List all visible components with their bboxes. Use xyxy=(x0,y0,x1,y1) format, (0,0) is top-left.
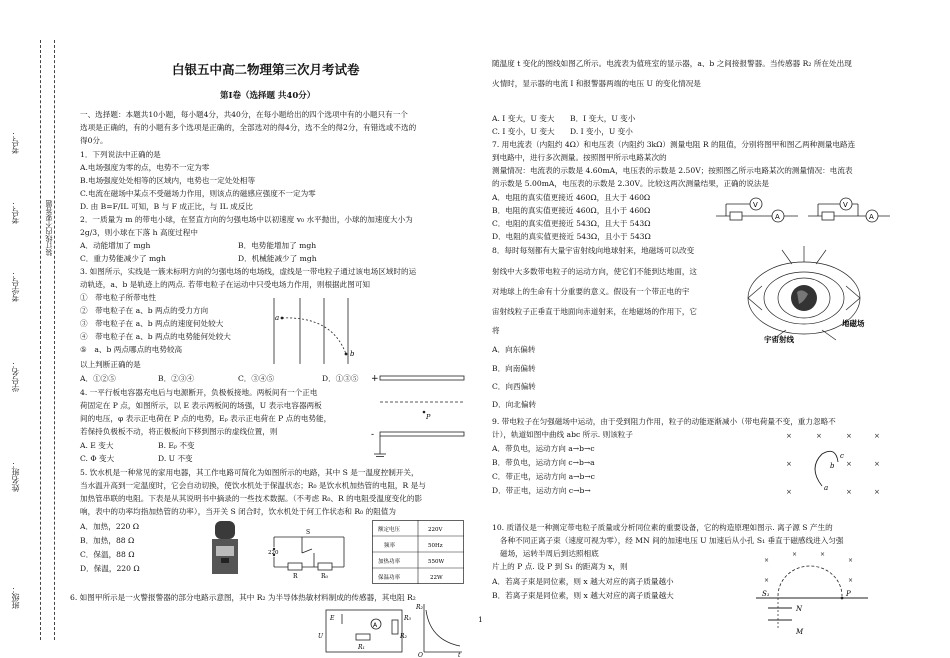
q10-label-p: P xyxy=(846,590,851,598)
binding-label-student-id: 考学号： xyxy=(11,270,20,302)
q9-stem-1: 9. 带电粒子在匀强磁场中运动，由于受到阻力作用，粒子的动能逐渐减小（带电荷量不变，重力忽略不 xyxy=(492,417,836,426)
section-title: 第Ⅰ卷（选择题 共40分） xyxy=(220,91,316,101)
q6-option-c: C. I 变小，U 变大 xyxy=(492,127,555,136)
q6-label-r2: R₂ xyxy=(400,633,407,640)
q10-stem-4: 片上的 P 点. 设 P 到 S₁ 的距离为 x，则 xyxy=(492,562,628,571)
spec-value-keep-warm-power: 22W xyxy=(430,575,443,581)
svg-text:×: × xyxy=(764,577,770,584)
q8-stem-4: 宙射线粒子正垂直于地面向赤道射来，在地磁场的作用下，它 xyxy=(492,307,698,316)
q5-stem-1: 5. 饮水机是一种常见的家用电器，其工作电路可简化为如图所示的电路，其中 S 是一温度控制开关， xyxy=(80,468,419,477)
q6-label-r3: R₃ xyxy=(404,615,411,622)
q1-option-b: B.电场强度处处相等的区域内，电势也一定处处相等 xyxy=(80,176,256,185)
svg-text:×: × xyxy=(820,551,826,558)
q6-option-a: A. I 变大，U 变大 xyxy=(492,114,555,123)
label-geomagnetic-field: 地磁场 xyxy=(842,319,865,328)
q8-stem-1: 8．每时每刻都有大量宇宙射线向地球射来，地磁场可以改变 xyxy=(492,246,695,255)
q9-trajectory-figure xyxy=(782,428,882,508)
instructions-line-3: 得0分。 xyxy=(80,136,108,145)
q6-label-u: U xyxy=(318,633,324,640)
spec-value-rated-voltage: 220V xyxy=(428,527,443,533)
q3-option-a: A．①②⑤ xyxy=(80,374,116,383)
q4-label-plus: + xyxy=(371,374,379,384)
q2-option-b: B．电势能增加了 mgh xyxy=(238,241,317,250)
svg-text:×: × xyxy=(764,557,770,564)
earth-magnetic-field-figure xyxy=(742,246,874,346)
q7-fig1-voltmeter: V xyxy=(753,201,758,209)
svg-text:×: × xyxy=(874,460,880,468)
q9-option-b: B．带负电，运动方向 c→b→a xyxy=(492,458,595,467)
q1-option-d: D. 由 B=F/IL 可知，B 与 F 成正比，与 IL 成反比 xyxy=(80,202,253,211)
q5-label-s: S xyxy=(306,529,311,536)
q2-option-c: C．重力势能减少了 mgh xyxy=(80,254,166,263)
label-cosmic-rays: 宇宙射线 xyxy=(764,335,794,344)
q2-stem-1: 2．一质量为 m 的带电小球，在竖直方向的匀强电场中以初速度 v₀ 水平抛出，小球的加速度大小为 xyxy=(80,215,413,224)
binding-note: 装订线内不要答题 xyxy=(45,200,53,256)
q8-option-a: A．向东偏转 xyxy=(492,345,536,354)
q1-option-a: A.电场强度为零的点，电势不一定为零 xyxy=(80,163,210,172)
q8-option-c: C．向西偏转 xyxy=(492,382,536,391)
binding-label-exam-no-2: 考号： xyxy=(11,130,20,154)
svg-text:×: × xyxy=(848,557,854,564)
q6-stem: 6. 如图甲所示是一火警报警器的部分电路示意图，其中 R₂ 为半导体热敏材料制成的传感器，其电阻 R₂ xyxy=(70,593,416,602)
q8-option-d: D．向北偏转 xyxy=(492,400,537,409)
q3-prompt: 以上判断正确的是 xyxy=(80,360,141,369)
q6-label-e: E xyxy=(330,615,335,622)
instructions-line-1: 一、选择题：本题共10小题，每小题4分，共40分，在每小题给出的四个选项中有的小题只有一个 xyxy=(80,110,408,119)
q8-stem-5: 将 xyxy=(492,326,500,335)
q4-stem-1: 4. 一平行板电容器充电后与电源断开，负极板接地。两板间有一个正电 xyxy=(80,388,318,397)
spec-label-heating-power: 加热功率 xyxy=(378,559,401,565)
q2-option-d: D．机械能减少了 mgh xyxy=(238,254,317,263)
svg-text:×: × xyxy=(792,551,798,558)
q3-option-c: C．③④⑤ xyxy=(238,374,275,383)
q9-option-d: D．带正电，运动方向 c→b→ xyxy=(492,486,591,495)
q8-option-b: B．向南偏转 xyxy=(492,364,536,373)
q5-circuit-figure xyxy=(268,523,352,579)
spec-label-rated-voltage: 额定电压 xyxy=(378,527,401,533)
q3-item-2: ② 带电粒子在 a、b 两点的受力方向 xyxy=(80,306,209,315)
q3-item-4: ④ 带电粒子在 a、b 两点的电势能何处较大 xyxy=(80,332,231,341)
q5-label-220: 220 xyxy=(268,550,279,556)
svg-text:×: × xyxy=(846,488,852,496)
q6-continued-1: 随温度 t 变化的图线如图乙所示。电流表为值班室的显示器，a、b 之间接报警器。当传感器 R₂ 所在处出现 xyxy=(492,59,852,68)
q3-item-5: ⑤ a、b 两点哪点的电势较高 xyxy=(80,345,183,354)
q5-option-d: D．保温，220 Ω xyxy=(80,564,140,573)
q10-label-n: N xyxy=(796,605,803,613)
q4-stem-4: 若保持负极板不动，将正极板向下移到图示的虚线位置，则 xyxy=(80,427,278,436)
q9-label-c: c xyxy=(840,452,844,460)
q4-option-a: A. E 变大 xyxy=(80,441,114,450)
q9-label-b: b xyxy=(830,462,835,470)
spec-value-heating-power: 550W xyxy=(428,559,445,565)
q8-stem-3: 对地球上的生命有十分重要的意义。假设有一个带正电的宇 xyxy=(492,287,690,296)
q10-stem-3: 磁场，运转半周后到达照相底 xyxy=(500,549,599,558)
svg-text:×: × xyxy=(816,432,822,440)
q4-label-minus: - xyxy=(371,430,375,440)
q5-stem-4: 响，表中的功率均指加热管的功率），当开关 S 闭合时，饮水机处于何工作状态和 R₀ 的阻值为 xyxy=(80,507,396,516)
q5-option-b: B．加热，88 Ω xyxy=(80,536,135,545)
q3-item-1: ① 带电粒子所带电性 xyxy=(80,293,156,302)
q8-stem-2: 射线中大多数带电粒子的运动方向，使它们不能到达地面，这 xyxy=(492,267,698,276)
svg-text:×: × xyxy=(786,488,792,496)
q7-fig2-ammeter: A xyxy=(869,213,874,221)
q9-option-a: A．带负电，运动方向 a→b→c xyxy=(492,444,595,453)
q6-label-ammeter: A xyxy=(373,622,378,629)
svg-text:×: × xyxy=(846,432,852,440)
exam-title: 白银五中高二物理第三次月考试卷 xyxy=(172,62,360,77)
q3-option-b: B．②③④ xyxy=(158,374,194,383)
q3-option-d: D．①③⑤ xyxy=(322,374,359,383)
svg-text:×: × xyxy=(874,488,880,496)
instructions-line-2: 选项是正确的，有的小题有多个选项是正确的，全部选对的得4分，选不全的得2分，有错选或不选的 xyxy=(80,123,417,132)
binding-label-exam-no: 考号： xyxy=(11,200,20,224)
q9-option-c: C．带正电，运动方向 a→b→c xyxy=(492,472,595,481)
q6-continued-2: 火情时，显示器的电流 I 和报警器两端的电压 U 的变化情况是 xyxy=(492,79,701,88)
q3-item-3: ③ 带电粒子在 a、b 两点的速度何处较大 xyxy=(80,319,224,328)
q6-option-b: B．I 变大，U 变小 xyxy=(570,114,636,123)
q4-capacitor-figure xyxy=(368,368,468,460)
spec-label-keep-warm-power: 保温功率 xyxy=(378,575,401,581)
q7-option-b: B．电阻的真实值更接近 460Ω，且小于 460Ω xyxy=(492,206,651,215)
q2-stem-2: 2g/3，则小球在下落 h 高度过程中 xyxy=(80,228,198,237)
q5-stem-2: 当水温升高到一定温度时，它会自动切换，使饮水机处于保温状态；R₀ 是饮水机加热管的电阻，R 是与 xyxy=(80,481,426,490)
q1-stem: 1．下列说法中正确的是 xyxy=(80,150,161,159)
q7-stem-4: 的示数是 5.00mA，电压表的示数是 2.30V。比较这两次测量结果，正确的说法是 xyxy=(492,179,770,188)
q3-label-a: a xyxy=(275,314,280,322)
q6-label-r1: R₁ xyxy=(358,644,365,651)
q7-option-a: A．电阻的真实值更接近 460Ω，且大于 460Ω xyxy=(492,193,651,202)
q6-r2-graph xyxy=(416,600,466,658)
mass-spectrometer-figure xyxy=(752,548,872,644)
q4-option-b: B. Eₚ 不变 xyxy=(158,441,195,450)
q7-fig2-voltmeter: V xyxy=(843,201,848,209)
svg-text:×: × xyxy=(848,577,854,584)
spec-label-frequency: 频率 xyxy=(384,543,396,549)
q4-stem-3: 间的电压，φ 表示正电荷在 P 点的电势，Eₚ 表示正电荷在 P 点的电势能， xyxy=(80,414,332,423)
q7-circuit-figures xyxy=(712,194,892,234)
q10-stem-1: 10. 质谱仪是一种测定带电粒子质量或分析同位素的重要设备，它的构造原理如图示. 离子源 S 产生的 xyxy=(492,523,833,532)
q7-option-d: D．电阻的真实值更接近 543Ω，且小于 543Ω xyxy=(492,232,651,241)
svg-text:×: × xyxy=(786,460,792,468)
q5-stem-3: 加热管串联的电阻。下表是从其说明书中摘录的一些技术数据。（不考虑 R₀、R 的电阻受温度变化的影 xyxy=(80,494,423,503)
q2-option-a: A．动能增加了 mgh xyxy=(80,241,151,250)
binding-label-class: 班级： xyxy=(11,585,20,609)
q3-field-figure xyxy=(262,296,372,366)
q7-fig1-ammeter: A xyxy=(775,213,780,221)
binding-label-number: 学号名： xyxy=(11,360,20,392)
svg-text:×: × xyxy=(786,432,792,440)
q9-label-a: a xyxy=(824,484,829,492)
q1-option-c: C.电流在磁场中某点不受磁场力作用，则该点的磁感应强度不一定为零 xyxy=(80,189,316,198)
svg-text:×: × xyxy=(874,432,880,440)
q7-stem-1: 7. 用电流表（内阻约 4Ω）和电压表（内阻约 3kΩ）测量电阻 R 的阻值，分别将图甲和图乙两种测量电路连 xyxy=(492,140,856,149)
q5-label-r0: R₀ xyxy=(321,573,328,579)
binding-label-name: 姓名班： xyxy=(11,460,20,492)
q4-option-d: D. U 不变 xyxy=(158,454,193,463)
q5-label-r: R xyxy=(293,573,298,579)
q6-option-d: D. I 变小，U 变小 xyxy=(570,127,633,136)
q5-spec-table xyxy=(372,520,464,584)
spec-value-frequency: 50Hz xyxy=(428,543,443,549)
q6-graph-axis-t: t xyxy=(458,652,461,658)
page-number: 1 xyxy=(478,615,483,624)
svg-text:×: × xyxy=(846,460,852,468)
q9-stem-2: 计），轨道如图中曲线 abc 所示. 则该粒子 xyxy=(492,430,633,439)
q4-option-c: C. Φ 变大 xyxy=(80,454,115,463)
q3-stem-2: 动轨迹，a、b 是轨迹上的两点. 若带电粒子在运动中只受电场力作用，则根据此图可知 xyxy=(80,280,371,289)
q10-option-a: A．若离子束是同位素，则 x 越大对应的离子质量越小 xyxy=(492,577,674,586)
q7-stem-3: 测量情况：电流表的示数是 4.60mA，电压表的示数是 2.50V；按照图乙所示电路某次的测量情况：电流表 xyxy=(492,166,853,175)
q10-option-b: B．若离子束是同位素，则 x 越大对应的离子质量越大 xyxy=(492,591,674,600)
q5-option-a: A．加热，220 Ω xyxy=(80,522,140,531)
q7-stem-2: 到电路中，进行多次测量。按照图甲所示电路某次的 xyxy=(492,153,667,162)
q6-graph-axis-r2: R₂ xyxy=(416,604,423,611)
q5-option-c: C．保温，88 Ω xyxy=(80,550,135,559)
binding-line xyxy=(54,40,55,640)
q10-label-s1: S₁ xyxy=(762,590,770,598)
q6-graph-origin: O xyxy=(418,652,423,658)
q4-label-p: P xyxy=(426,413,431,421)
q10-label-m: M xyxy=(796,628,804,636)
water-dispenser-image xyxy=(208,520,242,576)
q3-stem-1: 3. 如图所示，实线是一簇未标明方向的匀强电场的电场线，虚线是一带电粒子通过该电场区域时的运 xyxy=(80,267,417,276)
q10-stem-2: 各种不同正离子束（速度可视为零），经 MN 间的加速电压 U 加速后从小孔 S₁ 垂直于磁感线进入匀强 xyxy=(500,536,844,545)
q6-circuit-figure xyxy=(318,604,412,658)
q7-option-c: C．电阻的真实值更接近 543Ω，且大于 543Ω xyxy=(492,219,651,228)
q4-stem-2: 荷固定在 P 点，如图所示，以 E 表示两板间的场强，U 表示电容器两板 xyxy=(80,401,322,410)
binding-line-outer xyxy=(40,40,41,640)
q3-label-b: b xyxy=(350,350,355,358)
